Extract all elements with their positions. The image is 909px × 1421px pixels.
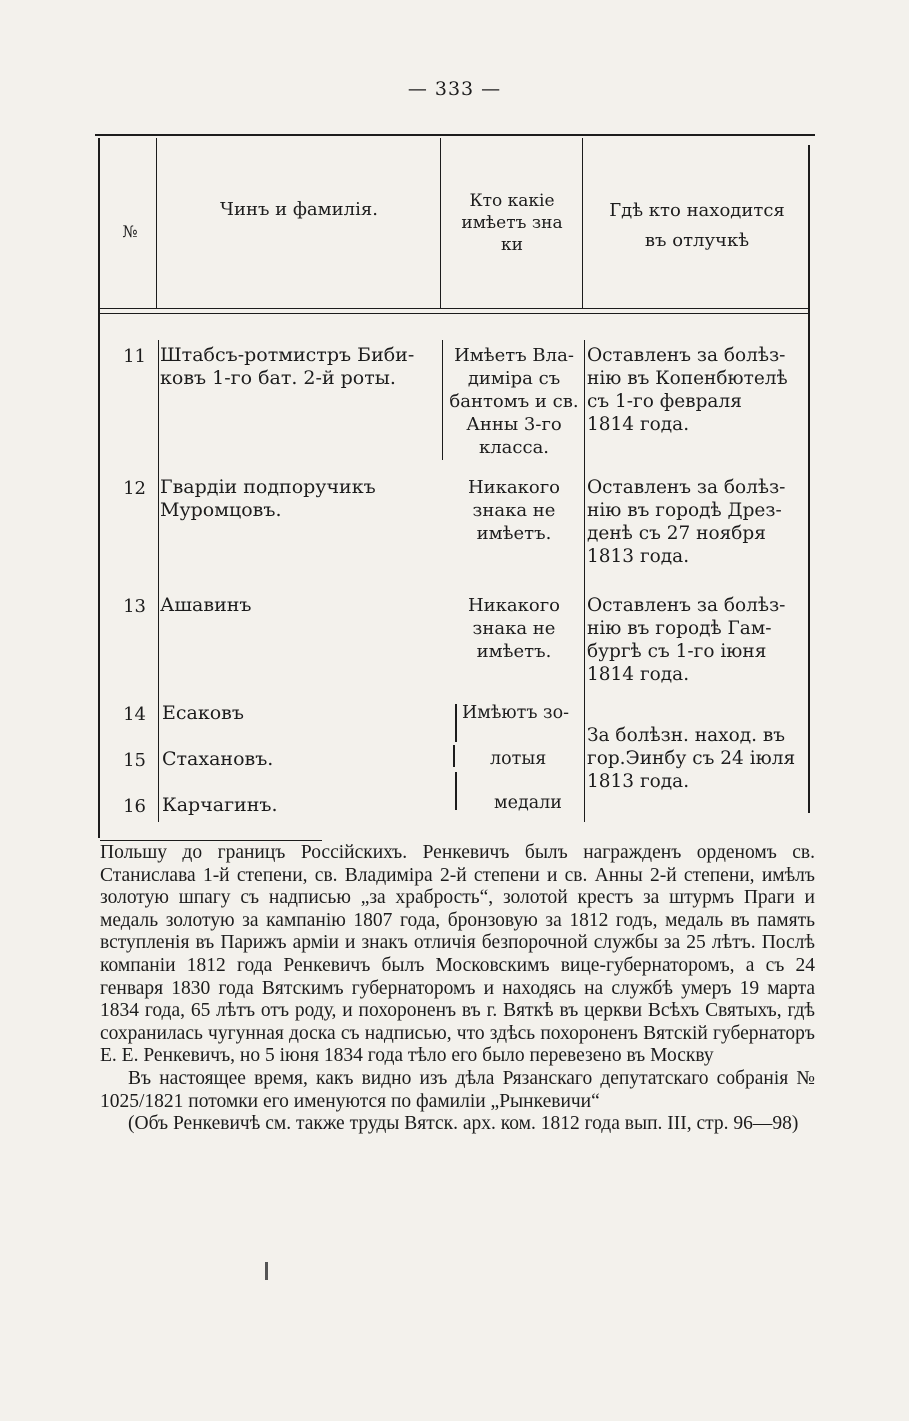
brace-line-bottom bbox=[455, 772, 457, 810]
brace-line-top bbox=[455, 704, 457, 742]
row-name: Есаковъ bbox=[162, 702, 244, 724]
row-number: 16 bbox=[123, 796, 146, 817]
group-awards-line2: лотыя bbox=[490, 749, 547, 769]
header-rule-2 bbox=[98, 313, 810, 314]
row-location: Оставленъ за болѣз- нію въ городѣ Дрез- денѣ съ 27 ноября 1813 года. bbox=[587, 477, 786, 567]
row-number: 12 bbox=[123, 478, 146, 499]
group-awards-line1: Имѣютъ зо- bbox=[462, 703, 570, 723]
column-divider-2-body bbox=[442, 340, 443, 460]
column-divider-2 bbox=[440, 138, 441, 308]
column-divider-3 bbox=[582, 138, 583, 308]
column-divider-3-body bbox=[584, 340, 585, 822]
table-border-left bbox=[98, 138, 100, 838]
header-awards: Кто какіе имѣетъ зна ки bbox=[461, 191, 563, 255]
paragraph: Въ настоящее время, какъ видно изъ дѣла Рязанскаго депутатскаго собранія № 1025/1821 потомки его именуются по фамиліи „Рынкевичи“ bbox=[100, 1067, 815, 1112]
header-location: Гдѣ кто находится въ отлучкѣ bbox=[609, 200, 785, 251]
row-name: Карчагинъ. bbox=[162, 794, 278, 816]
row-number: 11 bbox=[123, 346, 146, 367]
row-location: Оставленъ за болѣз- нію въ Копенбютелѣ съ 1-го февраля 1814 года. bbox=[587, 345, 788, 435]
ink-mark bbox=[265, 1262, 268, 1280]
group-awards-line3: медали bbox=[494, 793, 562, 813]
table-bottom-rule bbox=[100, 840, 322, 841]
body-text bbox=[100, 842, 815, 1136]
group-location: За болѣзн. наход. въ гор.Эинбу съ 24 іюля 1813 года. bbox=[587, 725, 796, 792]
header-rule-1 bbox=[98, 308, 810, 309]
paragraph: Польшу до границъ Россійскихъ. Ренкевичъ былъ награжденъ орденомъ св. Станислава 1-й степени, св. Владиміра 2-й степени и св. Анны 2-й степени, имѣлъ золотую шпагу съ надписью „за храбрость“, золотой крестъ за штурмъ Праги и медаль золотую за кампанію 1807 года, бронзовую за 1812 годъ, медаль въ память вступленія въ Парижъ арміи и знакъ отличія безпорочной службы за 25 лѣтъ. Послѣ компаніи 1812 года Ренкевичъ былъ Московскимъ вице-губернаторомъ, а съ 24 генваря 1830 года Вятскимъ губернаторомъ и находясь на службѣ умеръ 19 марта 1834 года, 65 лѣтъ отъ роду, и похороненъ въ г. Вяткѣ въ церкви Всѣхъ Святыхъ, гдѣ сохранилась чугунная доска съ надписью, что здѣсь похороненъ Вятскій губернаторъ Е. Е. Ренкевичъ, но 5 іюня 1834 года тѣло его было перевезено въ Москву bbox=[100, 842, 815, 1067]
header-no: № bbox=[122, 222, 138, 241]
row-name: Ашавинъ bbox=[160, 594, 252, 616]
row-awards: Никакого знака не имѣетъ. bbox=[467, 595, 561, 662]
row-location: Оставленъ за болѣз- нію въ городѣ Гам- бургѣ съ 1-го іюня 1814 года. bbox=[587, 595, 786, 685]
paragraph: (Объ Ренкевичѣ см. также труды Вятск. арх. ком. 1812 года вып. III, стр. 96—98) bbox=[128, 1113, 799, 1135]
column-divider-1-body bbox=[158, 340, 159, 822]
row-awards: Никакого знака не имѣетъ. bbox=[467, 477, 561, 544]
row-number: 13 bbox=[123, 596, 146, 617]
row-number: 15 bbox=[123, 750, 146, 771]
page-number: — 333 — bbox=[407, 78, 502, 100]
column-divider-1 bbox=[156, 138, 157, 308]
row-number: 14 bbox=[123, 704, 146, 725]
header-name: Чинъ и фамилія. bbox=[220, 199, 378, 220]
row-name: Гвардіи подпоручикъ Муромцовъ. bbox=[160, 476, 376, 521]
row-awards: Имѣетъ Вла- диміра съ бантомъ и св. Анны 3-го класса. bbox=[449, 345, 579, 458]
row-name: Стахановъ. bbox=[162, 748, 274, 770]
row-name: Штабсъ-ротмистръ Биби- ковъ 1-го бат. 2-й роты. bbox=[160, 344, 415, 389]
brace-line-mid bbox=[453, 745, 455, 767]
